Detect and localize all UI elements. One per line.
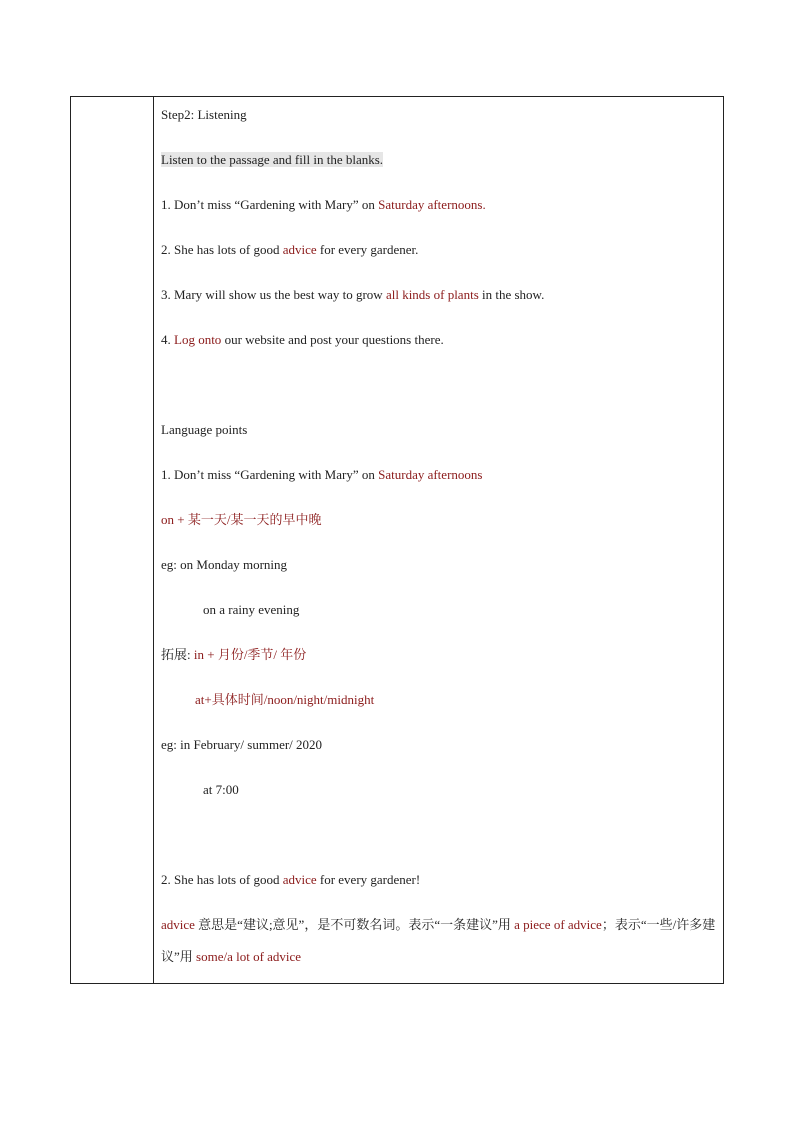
lp1-sentence-highlight: Saturday afternoons (378, 467, 483, 482)
explanation-highlight: advice (161, 917, 195, 932)
lp2-sentence-text: for every gardener! (316, 872, 421, 887)
language-points-title: Language points (161, 422, 248, 437)
item-text: for every gardener. (316, 242, 419, 257)
lp1-extension (161, 646, 306, 664)
lp1-sentence (161, 466, 482, 484)
instruction-text: Listen to the passage and fill in the blanks. (161, 152, 384, 167)
table-content-cell (155, 97, 723, 983)
table-left-column (71, 97, 154, 983)
explanation-text: ；表示“一些/许多建议”用 (161, 917, 716, 964)
lp2-sentence (161, 871, 420, 889)
instruction (161, 151, 383, 169)
listening-item-4 (161, 331, 444, 349)
extension-rule: in + 月份/季节/ 年份 (193, 647, 307, 662)
item-text: 4. (161, 332, 174, 347)
item-answer: Saturday afternoons. (378, 197, 486, 212)
listening-item-3 (161, 286, 544, 304)
item-text: 1. Don’t miss “Gardening with Mary” on (161, 197, 379, 212)
lp1-example-3: eg: in February/ summer/ 2020 (161, 737, 323, 752)
item-answer: advice (282, 242, 317, 257)
lp2-sentence-text: 2. She has lots of good (161, 872, 283, 887)
explanation-highlight: a piece of advice (514, 917, 602, 932)
item-answer: Log onto (174, 332, 222, 347)
lp1-example-1: eg: on Monday morning (161, 557, 288, 572)
extension-label: 拓展: (161, 647, 194, 662)
lp2-sentence-highlight: advice (282, 872, 317, 887)
explanation-text: 意思是“建议;意见”，是不可数名词。表示“一条建议”用 (194, 917, 515, 932)
item-answer: all kinds of plants (382, 287, 479, 302)
listening-item-2 (161, 241, 418, 259)
lesson-table (70, 96, 724, 984)
lp1-example-2: on a rainy evening (203, 602, 300, 617)
lp1-rule: on + 某一天/某一天的早中晚 (161, 512, 322, 527)
item-text: 2. She has lots of good (161, 242, 283, 257)
lp1-sentence-text: 1. Don’t miss “Gardening with Mary” on (161, 467, 379, 482)
item-text: 3. Mary will show us the best way to grow (161, 287, 383, 302)
lp1-extension-rule-2: at+具体时间/noon/night/midnight (195, 692, 375, 707)
item-text: in the show. (478, 287, 545, 302)
lp1-example-4: at 7:00 (203, 782, 239, 797)
item-text: our website and post your questions there. (221, 332, 444, 347)
listening-item-1 (161, 196, 486, 214)
step-title: Step2: Listening (161, 107, 247, 122)
lp2-explanation (161, 909, 721, 973)
explanation-highlight: some/a lot of advice (196, 949, 302, 964)
